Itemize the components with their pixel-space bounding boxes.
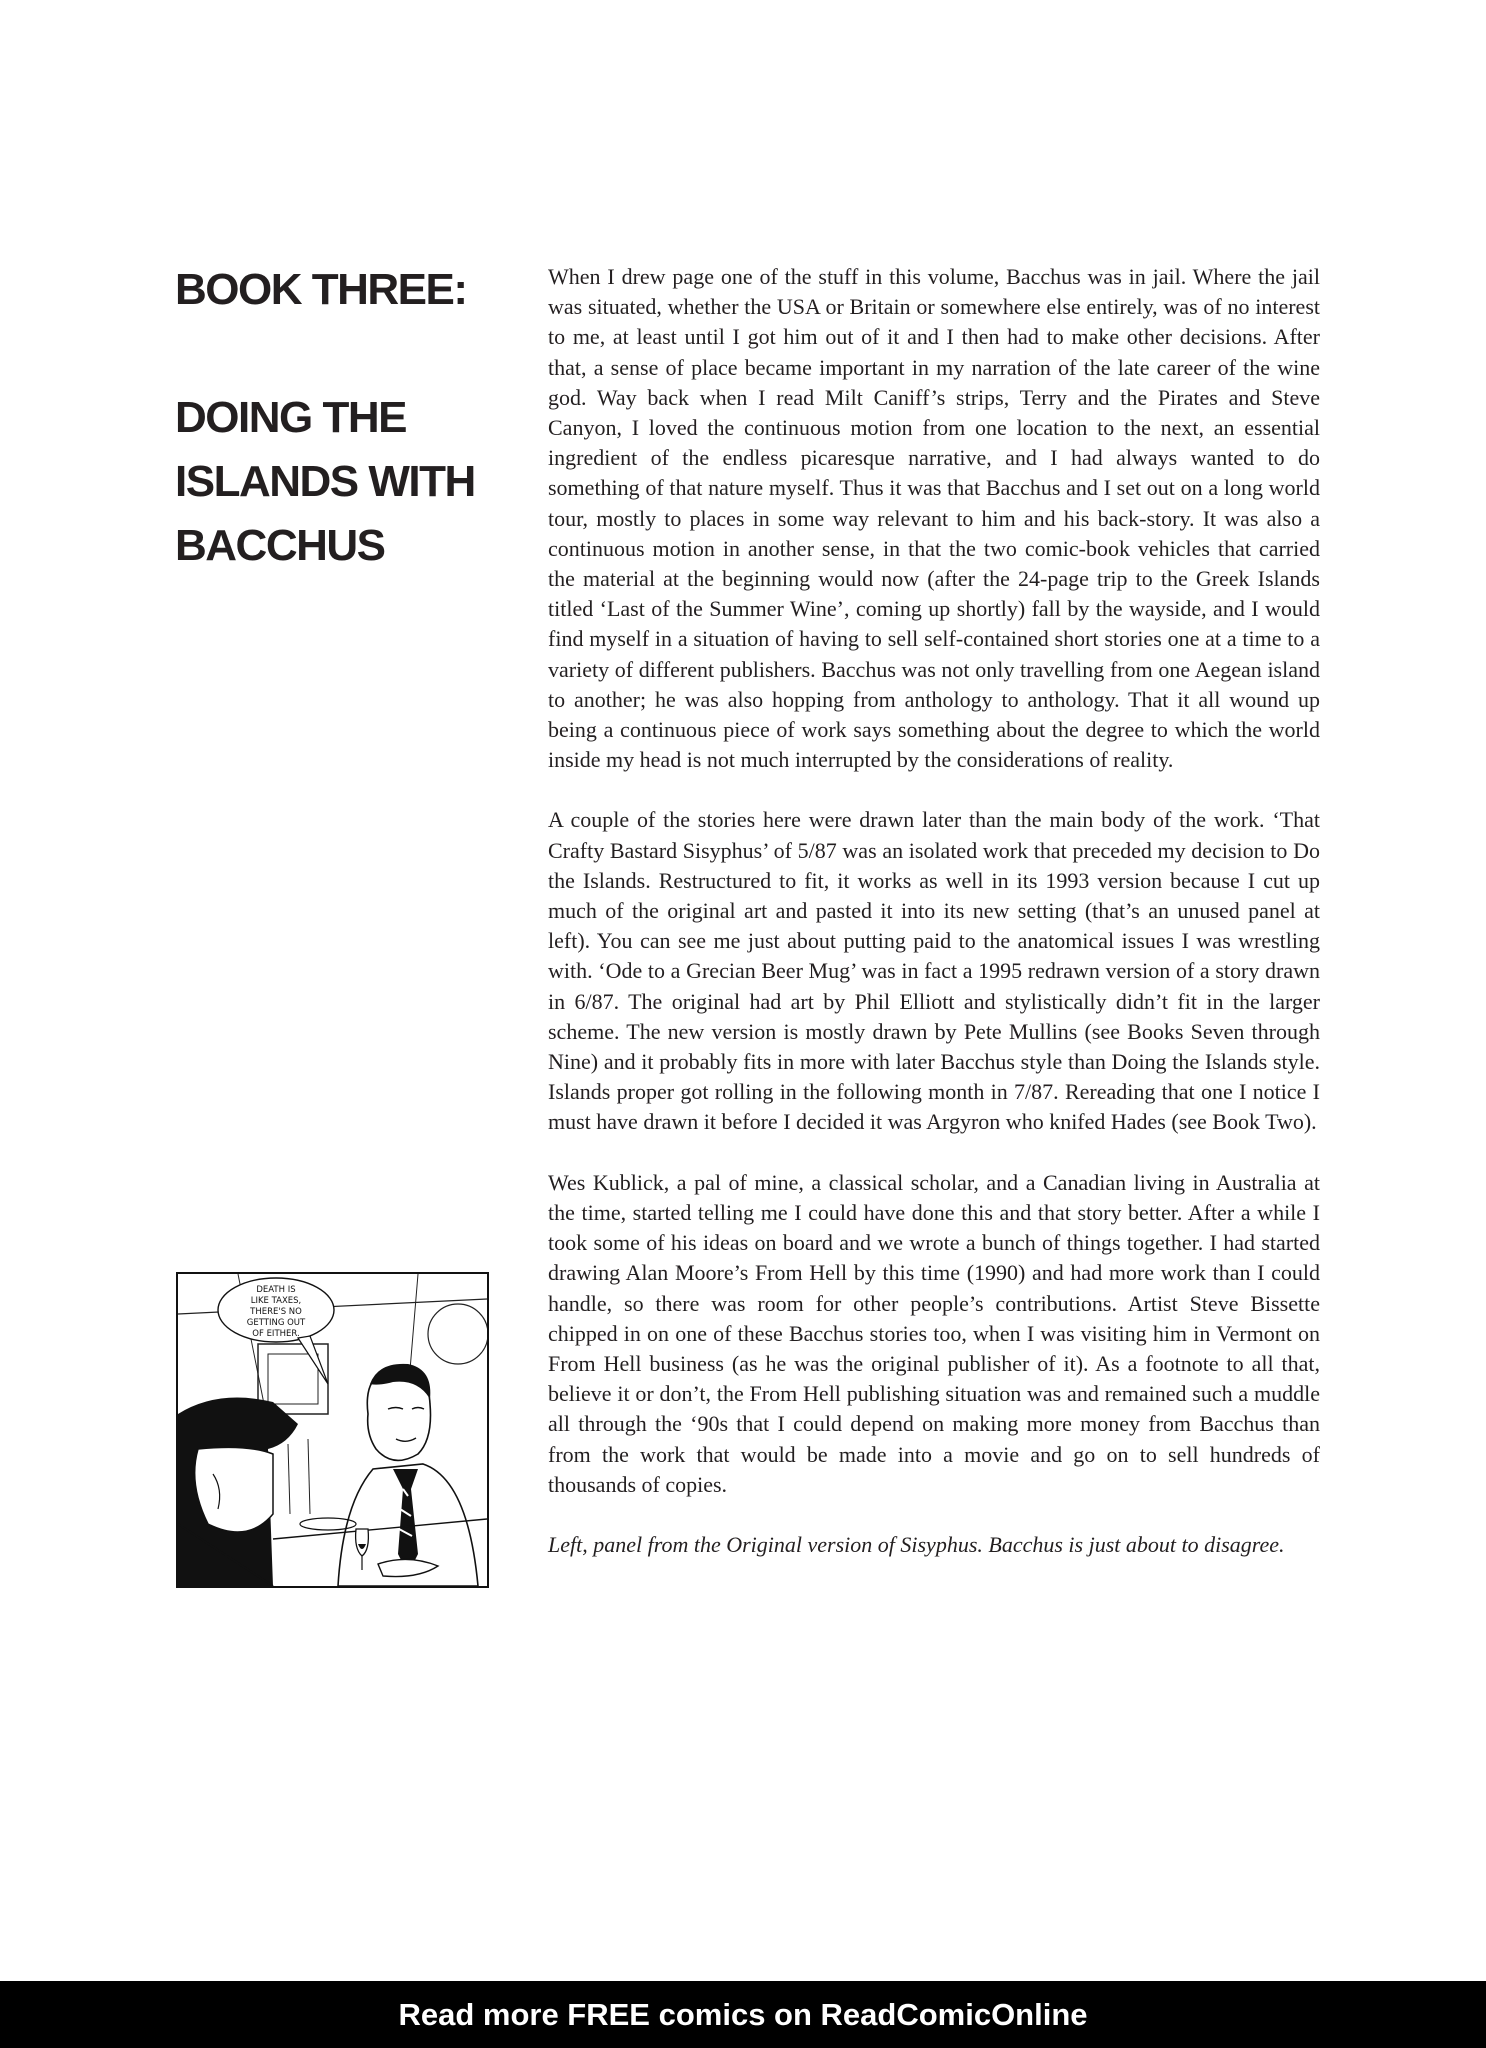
paragraph-1: When I drew page one of the stuff in this volume, Bacchus was in jail. Where the jail was situated, whether the USA or Britain or somewhere else entirely, was of no interest to me, at least until I got him out of it and I then had to make other decisions. After that, a sense of place became important in my narration of the late career of the wine god. Way back when I read Milt Caniff’s strips, Terry and the Pirates and Steve Canyon, I loved the continuous motion from one location to the next, an essential ingredient of the endless picaresque narrative, and I had always wanted to do something of that nature myself. Thus it was that Bacchus and I set out on a long world tour, mostly to places in some way relevant to him and his back-story. It was also a continuous motion in another sense, in that the two comic-book vehicles that carried the material at the beginning would now (after the 24-page trip to the Greek Islands titled ‘Last of the Summer Wine’, coming up shortly) fall by the wayside, and I would find myself in a situation of having to sell self-contained short stories one at a time to a variety of different publishers. Bacchus was not only travelling from one Aegean island to another; he was also hopping from anthology to anthology. That it all wound up being a continuous piece of work says something about the degree to which the world inside my head is not much interrupted by the considerations of reality.: [548, 264, 1320, 773]
book-number-heading: BOOK THREE:: [175, 265, 467, 314]
paragraph-3: Wes Kublick, a pal of mine, a classical scholar, and a Canadian living in Australia at the time, started telling me I could have done this and that story better. After a while I took some of his ideas on board and we wrote a bunch of things together. I had started drawing Alan Moore’s From Hell by this time (1990) and had more work than I could handle, so there was room for other people’s contributions. Artist Steve Bissette chipped in on one of these Bacchus stories too, when I was visiting him in Vermont on From Hell business (as he was the original publisher of it). As a footnote to all that, believe it or don’t, the From Hell publishing situation was and remained such a muddle all through the ‘90s that I could depend on making more money from Bacchus than from the work that would be made into a movie and go on to sell hundreds of thousands of copies.: [548, 1169, 1320, 1497]
image-caption: Left, panel from the Original version of Sisyphus. Bacchus is just about to disagree.: [548, 1531, 1285, 1557]
comic-panel-image: [176, 1272, 489, 1588]
speech-line-3: THERE'S NO: [250, 1307, 302, 1317]
speech-line-4: GETTING OUT: [246, 1318, 306, 1328]
speech-line-2: LIKE TAXES,: [250, 1296, 302, 1306]
paragraph-2: A couple of the stories here were drawn later than the main body of the work. ‘That Crafty Bastard Sisyphus’ of 5/87 was an isolated work that preceded my decision to Do the Islands. Restructured to fit, it works as well in its 1993 version because I cut up much of the original art and pasted it into its new setting (that’s an unused panel at left). You can see me just about putting paid to the anatomical issues I was wrestling with. ‘Ode to a Grecian Beer Mug’ was in fact a 1995 redrawn version of a story drawn in 6/87. The original had art by Phil Elliott and stylistically didn’t fit in the larger scheme. The new version is mostly drawn by Pete Mullins (see Books Seven through Nine) and it probably fits in more with later Bacchus style than Doing the Islands style. Islands proper got rolling in the following month in 7/87. Rereading that one I notice I must have drawn it before I decided it was Argyron who knifed Hades (see Book Two).: [548, 807, 1320, 1135]
speech-line-1: DEATH IS: [256, 1285, 296, 1295]
speech-line-5: OF EITHER.: [252, 1329, 300, 1339]
book-title-line-2: ISLANDS WITH: [175, 457, 475, 506]
heading-column: [175, 258, 505, 578]
comic-panel-drawing: [178, 1274, 487, 1586]
footer-banner[interactable]: [0, 1981, 1486, 2048]
body-text-column: [548, 262, 1320, 1590]
book-title-line-3: BACCHUS: [175, 521, 385, 570]
book-title-line-1: DOING THE: [175, 393, 406, 442]
footer-banner-text[interactable]: Read more FREE comics on ReadComicOnline: [398, 1997, 1088, 2032]
